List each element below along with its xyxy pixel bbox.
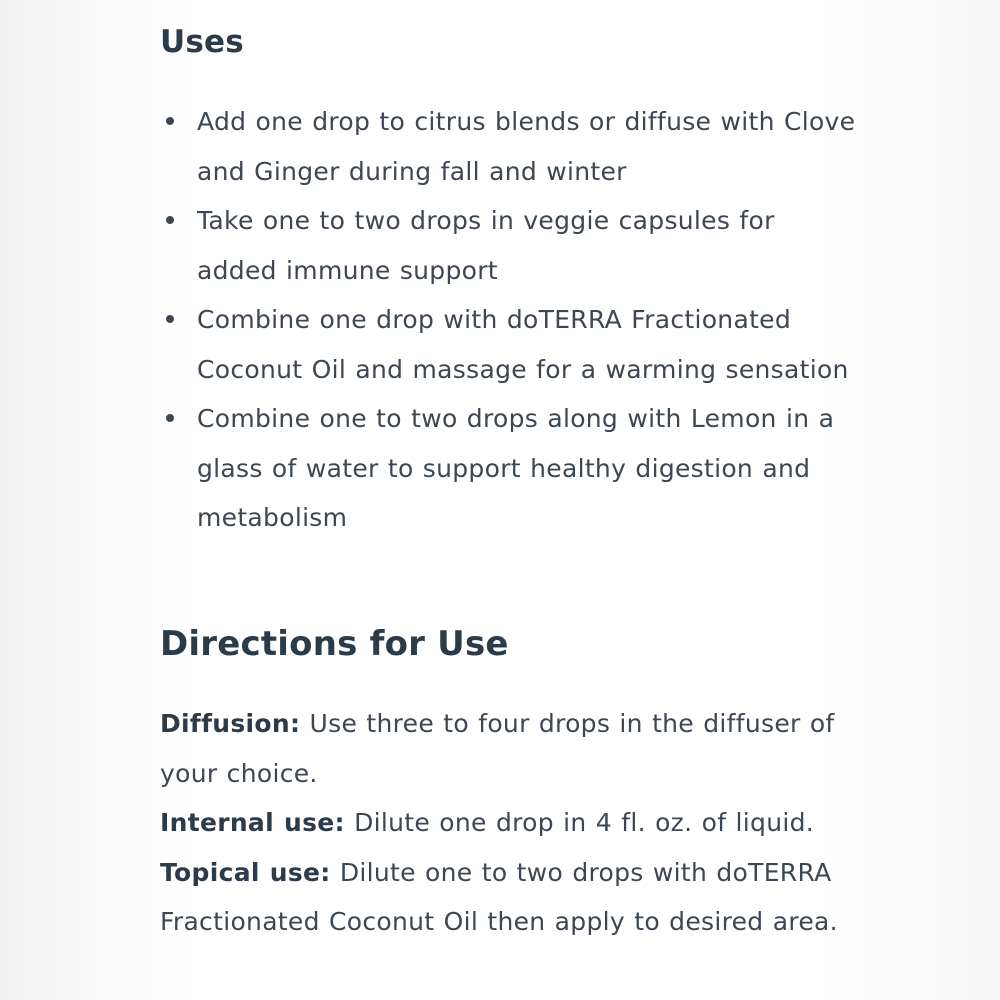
direction-text: Dilute one to two drops with doTERRA Fractionated Coconut Oil then apply to desired area. [160, 857, 838, 936]
uses-list-item [160, 295, 860, 394]
bullet-icon [166, 216, 174, 224]
uses-list-item [160, 97, 860, 196]
direction-text: Use three to four drops in the diffuser of your choice. [160, 709, 835, 788]
uses-item-text: Combine one to two drops along with Lemon in a glass of water to support healthy digestion and metabolism [197, 404, 835, 532]
direction-text: Dilute one drop in 4 fl. oz. of liquid. [354, 808, 815, 837]
uses-list-item [160, 394, 860, 543]
bullet-icon [166, 117, 174, 125]
direction-diffusion [160, 699, 840, 798]
direction-label: Internal use: [160, 808, 345, 837]
directions-heading: Directions for Use [160, 624, 509, 664]
uses-item-text: Combine one drop with doTERRA Fractionated Coconut Oil and massage for a warming sensation [197, 305, 849, 384]
direction-topical-use [160, 848, 840, 947]
bullet-icon [166, 315, 174, 323]
uses-list-item [160, 196, 860, 295]
directions-list [160, 699, 840, 947]
direction-internal-use [160, 798, 840, 848]
uses-heading: Uses [160, 24, 244, 60]
bullet-icon [166, 414, 174, 422]
direction-label: Diffusion: [160, 709, 301, 738]
uses-item-text: Take one to two drops in veggie capsules for added immune support [197, 206, 775, 285]
uses-item-text: Add one drop to citrus blends or diffuse with Clove and Ginger during fall and winter [197, 107, 856, 186]
direction-label: Topical use: [160, 857, 331, 887]
uses-list [160, 97, 860, 543]
